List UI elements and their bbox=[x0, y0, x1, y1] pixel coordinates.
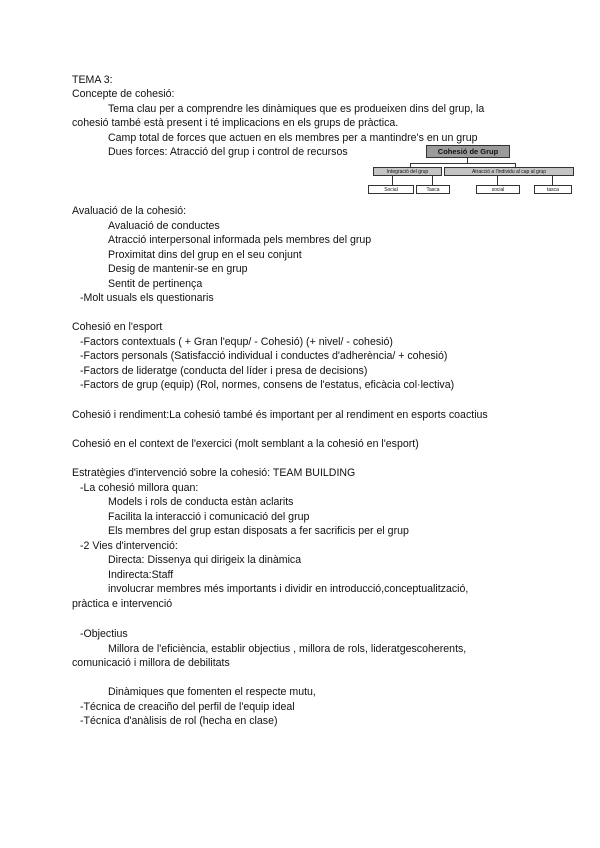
evaluation-item: Proximitat dins del grup en el seu conjunt bbox=[108, 249, 302, 261]
strategies-improves-item: Facilita la interacció i comunicació del grup bbox=[108, 511, 310, 523]
sport-factor: -Factors contextuals ( + Gran l'equp/ - Cohesió) (+ nivel/ - cohesió) bbox=[80, 336, 393, 348]
performance-text: Cohesió i rendiment:La cohesió també és important per al rendiment en esports coactius bbox=[72, 409, 488, 421]
strategies-way-continuation: pràctica e intervenció bbox=[72, 598, 173, 610]
strategies-improves-label: -La cohesió millora quan: bbox=[80, 482, 199, 494]
concept-text-line: Dues forces: Atracció del grup i control de recursos bbox=[108, 146, 348, 158]
concept-text-line: Camp total de forces que actuen en els membres per a mantindre's en un grup bbox=[108, 132, 478, 144]
strategies-heading: Estratègies d'intervenció sobre la cohesió: TEAM BUILDING bbox=[72, 467, 356, 479]
strategies-improves-item: Els membres del grup estan disposats a fer sacrificis per el grup bbox=[108, 525, 409, 537]
diagram-connector bbox=[552, 176, 553, 185]
strategies-ways-label: -2 Vies d'intervenció: bbox=[80, 540, 178, 552]
sport-heading: Cohesió en l'esport bbox=[72, 321, 163, 333]
diagram-connector bbox=[410, 163, 516, 164]
strategies-way-item: involucrar membres més importants i dividir en introducció,conceptualització, bbox=[108, 583, 469, 595]
objectives-label: -Objectius bbox=[80, 628, 128, 640]
strategies-way-item: Indirecta:Staff bbox=[108, 569, 174, 581]
evaluation-note: -Molt usuals els questionaris bbox=[80, 292, 214, 304]
concept-heading: Concepte de cohesió: bbox=[72, 88, 175, 100]
dynamics-technique: -Técnica de creaciño del perfil de l'equip ideal bbox=[80, 701, 295, 713]
sport-factor: -Factors de lideratge (conducta del líder i presa de decisions) bbox=[80, 365, 368, 377]
diagram-leaf-node: Tasca bbox=[416, 185, 450, 194]
evaluation-item: Desig de mantenir-se en grup bbox=[108, 263, 248, 275]
dynamics-intro: Dinàmiques que fomenten el respecte mutu, bbox=[108, 686, 316, 698]
concept-text-line: cohesió també està present i té implicacions en els grups de pràctica. bbox=[72, 117, 399, 129]
exercise-text: Cohesió en el context de l'exercici (molt semblant a la cohesió en l'esport) bbox=[72, 438, 419, 450]
sport-factor: -Factors personals (Satisfacció individual i conductes d'adherència/ + cohesió) bbox=[80, 350, 448, 362]
evaluation-item: Atracció interpersonal informada pels membres del grup bbox=[108, 234, 372, 246]
evaluation-item: Sentit de pertinença bbox=[108, 278, 203, 290]
concept-text-line: Tema clau per a comprendre les dinàmiques que es produeixen dins del grup, la bbox=[108, 103, 485, 115]
strategies-improves-item: Models i rols de conducta estàn aclarits bbox=[108, 496, 294, 508]
diagram-connector bbox=[497, 176, 498, 185]
dynamics-technique: -Técnica d'anàlisis de rol (hecha en clase) bbox=[80, 715, 278, 727]
objectives-text-line: comunicació i millora de debilitats bbox=[72, 657, 230, 669]
diagram-node-attraction: Atracció a l'individu al cap al grup bbox=[444, 167, 574, 176]
diagram-node-integration: Integració del grup bbox=[373, 167, 442, 176]
sport-factor: -Factors de grup (equip) (Rol, normes, consens de l'estatus, eficàcia col·lectiva) bbox=[80, 379, 455, 391]
diagram-root-node: Cohesió de Grup bbox=[426, 145, 510, 158]
strategies-way-item: Directa: Dissenya qui dirigeix la dinàmica bbox=[108, 554, 302, 566]
diagram-connector bbox=[432, 176, 433, 185]
diagram-leaf-node: tasca bbox=[534, 185, 572, 194]
diagram-connector bbox=[392, 176, 393, 185]
page-title: TEMA 3: bbox=[72, 74, 113, 86]
diagram-leaf-node: Social bbox=[368, 185, 414, 194]
diagram-leaf-node: social bbox=[476, 185, 520, 194]
evaluation-heading: Avaluació de la cohesió: bbox=[72, 205, 187, 217]
objectives-text-line: Millora de l'eficiència, establir objectius , millora de rols, lideratgescoherents, bbox=[108, 643, 467, 655]
evaluation-item: Avaluació de conductes bbox=[108, 220, 220, 232]
